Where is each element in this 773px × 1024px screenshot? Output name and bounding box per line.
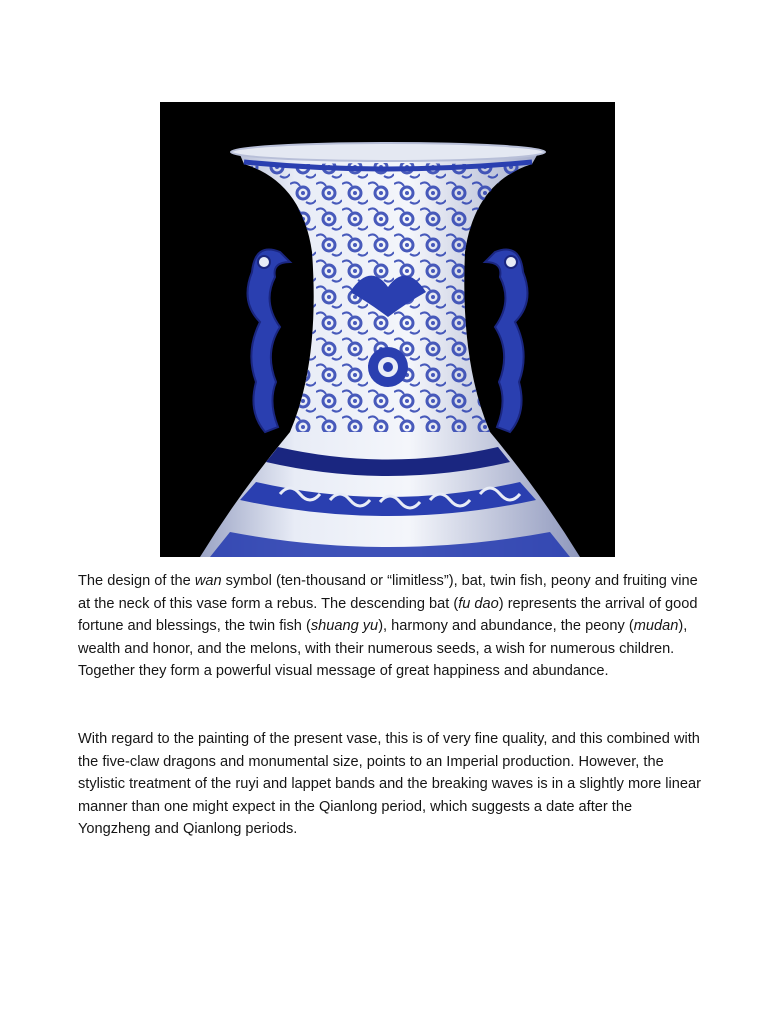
term-wan: wan: [194, 573, 222, 589]
paragraph-painting-quality: With regard to the painting of the present vase, this is of very fine quality, and this combined with the five-claw dragons and monumental size, points to an Imperial production. However, the stylistic treatment of the ruyi and lappet bands and the breaking waves is in a slightly more linear manner than one might expect in the Qianlong period, which suggests a date after the Yongzheng and Qianlong periods.: [78, 731, 701, 838]
paragraph1-text-4: ), harmony and abundance, the peony (: [378, 618, 634, 635]
paragraph1-text-1: The design of the: [78, 573, 195, 589]
paragraph1-text-3: ) represents the arrival of good fortune and blessings, the twin fish (: [78, 595, 698, 635]
term-shuang-yu: shuang yu: [310, 618, 379, 635]
left-dragon-handle: [248, 250, 291, 433]
paragraph1-text-5: ), wealth and honor, and the melons, with their numerous seeds, a wish for numerous children. Together they form a powerful visual message of great happiness and abundance.: [78, 618, 688, 680]
vase-rim: [231, 143, 545, 161]
vase-photograph: [160, 102, 615, 557]
peony-motif: [368, 347, 408, 387]
paragraph1-text-2: symbol (ten-thousand or “limitless”), bat, twin fish, peony and fruiting vine at the neck of this vase form a rebus. The descending bat (: [78, 573, 698, 612]
term-mudan: mudan: [633, 618, 679, 635]
right-dragon-handle: [485, 250, 528, 433]
term-fu-dao: fu dao: [458, 595, 499, 612]
paragraph-rebus-description: [78, 570, 708, 683]
